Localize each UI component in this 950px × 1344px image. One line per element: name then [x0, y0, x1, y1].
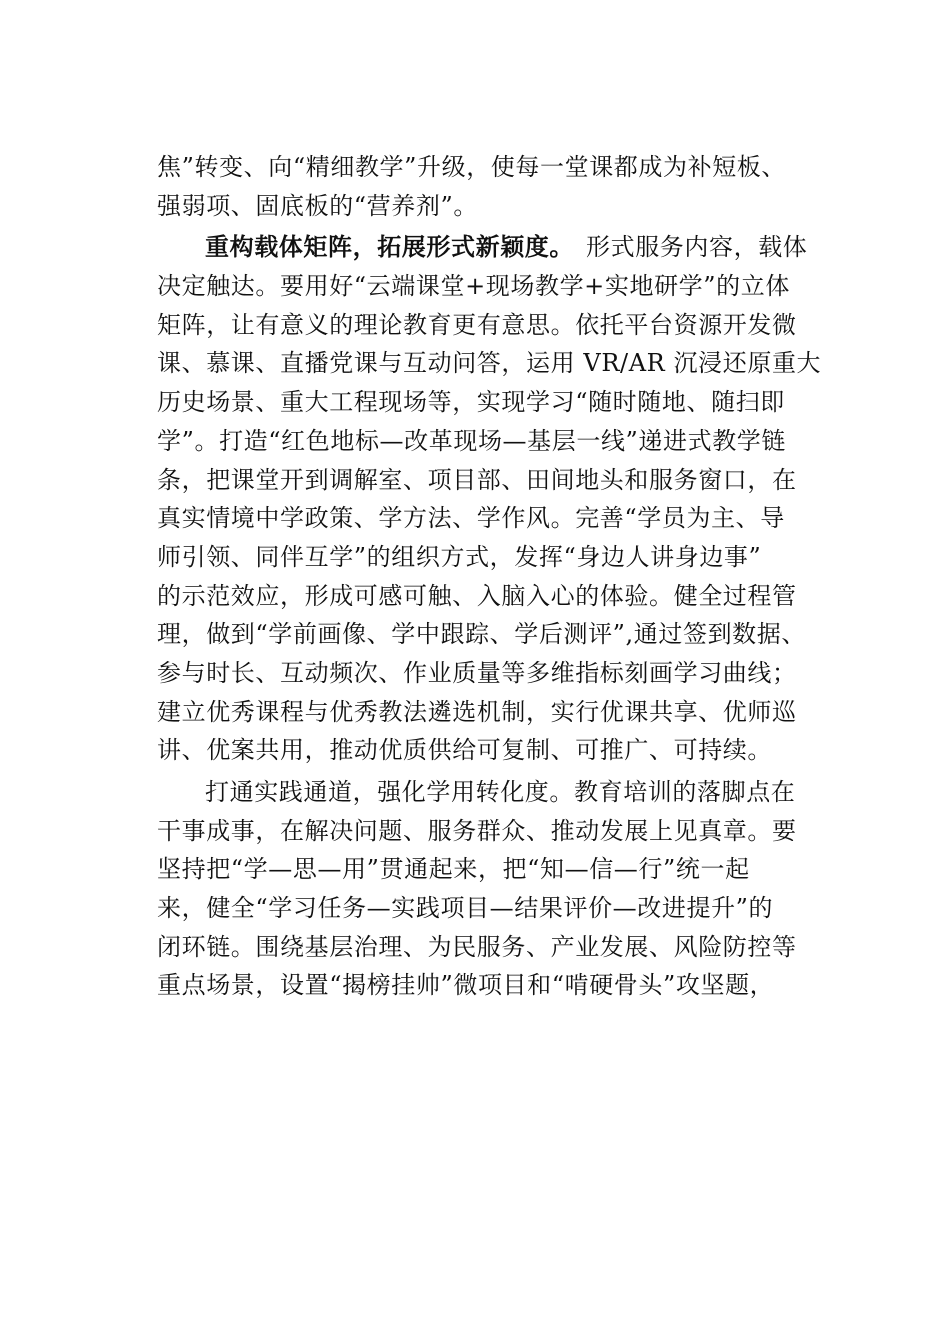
- para3-line: 重点场景，设置“揭榜挂帅”微项目和“啃硬骨头”攻坚题，: [157, 971, 775, 1000]
- para2-line: 历史场景、重大工程现场等，实现学习“随时随地、随扫即: [157, 388, 785, 417]
- para3-line: 来，健全“学习任务—实践项目—结果评价—改进提升”的: [157, 894, 774, 923]
- para3-line: 闭环链。围绕基层治理、为民服务、产业发展、风险防控等: [157, 932, 797, 961]
- para2-line: 学”。打造“红色地标—改革现场—基层一线”递进式教学链: [157, 426, 787, 455]
- para3-line-1: 打通实践通道，强化学用转化度。教育培训的落脚点在: [205, 778, 796, 806]
- para3-line: 坚持把“学—思—用”贯通起来，把“知—信—行”统一起: [157, 855, 750, 884]
- para2-heading: 重构载体矩阵，拓展形式新颖度。: [205, 232, 574, 262]
- document-body: [157, 148, 837, 1005]
- para2-line: 真实情境中学政策、学方法、学作风。完善“学员为主、导: [157, 504, 785, 533]
- para2-line-1: [157, 228, 837, 267]
- para2-line: 的示范效应，形成可感可触、入脑入心的体验。健全过程管: [157, 581, 797, 610]
- para2-line: 参与时长、互动频次、作业质量等多维指标刻画学习曲线；: [157, 658, 797, 687]
- para2-line: 条，把课堂开到调解室、项目部、田间地头和服务窗口，在: [157, 465, 797, 494]
- para1-line-1: 焦”转变、向“精细教学”升级，使每一堂课都成为补短板、: [157, 153, 787, 181]
- para2-line: 师引领、同伴互学”的组织方式，发挥“身边人讲身边事”: [157, 542, 762, 571]
- para3-line: 干事成事，在解决问题、服务群众、推动发展上见真章。要: [157, 816, 797, 845]
- para2-line: 讲、优案共用，推动优质供给可复制、可推广、可持续。: [157, 736, 772, 765]
- para2-line: 课、慕课、直播党课与互动问答，运用 VR/AR 沉浸还原重大: [157, 349, 822, 378]
- para2-first-line-rest: 形式服务内容，载体: [586, 233, 808, 262]
- para2-line: 决定触达。要用好“云端课堂+现场教学+实地研学”的立体: [157, 272, 790, 301]
- para1-line-2: 强弱项、固底板的“营养剂”。: [157, 191, 478, 220]
- para2-line: 建立优秀课程与优秀教法遴选机制，实行优课共享、优师巡: [157, 697, 797, 726]
- para2-line: 理，做到“学前画像、学中跟踪、学后测评”,通过签到数据、: [157, 620, 806, 649]
- para2-line: 矩阵，让有意义的理论教育更有意思。依托平台资源开发微: [157, 310, 797, 339]
